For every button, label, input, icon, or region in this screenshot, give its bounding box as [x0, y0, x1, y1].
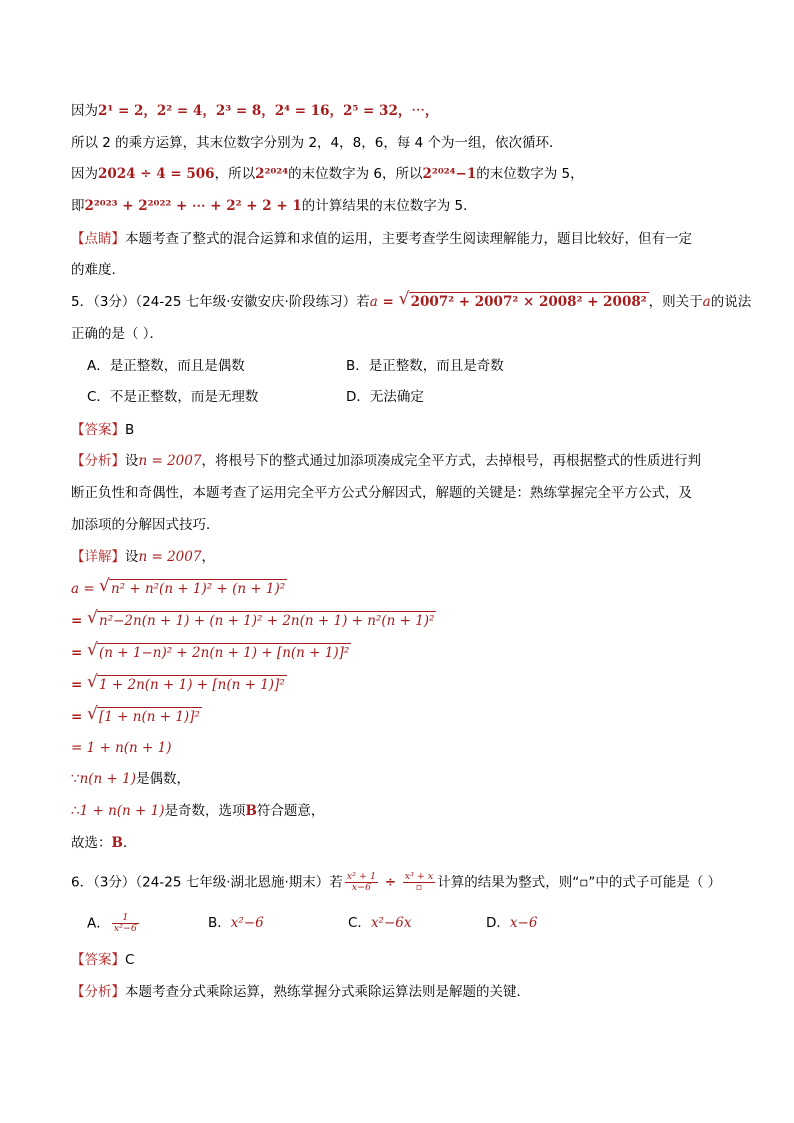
sqrt-expression: [87, 675, 287, 695]
sqrt-expression: [87, 611, 436, 631]
math-op: =: [71, 677, 88, 693]
math-expression: x²−6x: [370, 915, 412, 931]
text: 的末位数字为 6，所以: [288, 166, 423, 182]
option-c: C．不是正整数，而是无理数: [87, 389, 259, 405]
radicand: n² + n²(n + 1)² + (n + 1)²: [110, 581, 286, 597]
math-expression: 2²⁰²⁴: [255, 166, 289, 182]
math-expression: x−6: [509, 915, 538, 931]
text: 因为: [71, 103, 98, 119]
step-4: [71, 675, 287, 695]
math-var: a: [369, 294, 378, 310]
text: 故选：: [71, 835, 112, 851]
math-lhs: a =: [71, 581, 99, 597]
text: 计算的结果为整式，则“▫”中的式子可能是（ ）: [437, 874, 722, 891]
step-6: = 1 + n(n + 1): [71, 740, 172, 756]
fraction-denominator: x−6: [351, 882, 372, 893]
sqrt-expression: [87, 643, 351, 663]
text: 本题考查分式乘除运算，熟练掌握分式乘除运算法则是解题的关键．: [125, 984, 530, 1000]
because-symbol: ∵: [71, 771, 80, 787]
step-1: [71, 579, 287, 599]
text-line: 正确的是（ ）．: [71, 326, 164, 342]
sqrt-expression: [87, 707, 202, 727]
math-op: =: [377, 294, 399, 310]
text-line: [71, 101, 438, 121]
option-a: A．是正整数，而且是偶数: [87, 358, 245, 374]
math-expression: 2²⁰²³ + 2²⁰²² + ⋯ + 2² + 2 + 1: [84, 198, 302, 214]
option-b: [208, 913, 264, 933]
radicand: [1 + n(n + 1)]²: [99, 709, 200, 725]
text-line: 加添项的分解因式技巧．: [71, 517, 220, 533]
text: 符合题意，: [256, 803, 325, 819]
text-line: 所以 2 的乘方运算，其末位数字分别为 2，4，8，6，每 4 个为一组，依次循环．: [71, 135, 563, 151]
math-letter: B: [111, 835, 123, 851]
option-d: [486, 913, 537, 933]
dianjing-line: [71, 229, 692, 249]
answer-value: C: [125, 952, 135, 968]
option-c: [348, 913, 411, 933]
therefore-line: [71, 801, 324, 821]
fraction: [403, 872, 436, 893]
text: ，将根号下的整式通过加添项凑成完全平方式，去掉根号，再根据整式的性质进行判: [201, 453, 701, 469]
text: 是偶数，: [136, 771, 190, 787]
option-label: B．: [208, 915, 231, 931]
option-label: A．: [87, 915, 110, 932]
math-expression: x²−6: [230, 915, 264, 931]
text: 即: [71, 198, 85, 214]
analysis-tag: 【分析】: [71, 984, 125, 1000]
option-label: D．: [486, 915, 510, 931]
math-op: =: [71, 709, 88, 725]
sqrt-expression: [99, 579, 287, 599]
analysis-line: [71, 982, 530, 1002]
radicand: n²−2n(n + 1) + (n + 1)² + 2n(n + 1) + n²(n + 1)²: [99, 613, 435, 629]
radicand: 1 + 2n(n + 1) + [n(n + 1)]²: [99, 677, 285, 693]
text: 是奇数，选项: [164, 803, 246, 819]
detail-tag: 【详解】: [71, 549, 125, 565]
analysis-line: [71, 451, 701, 471]
detail-line: [71, 547, 215, 567]
question-5-stem: [71, 292, 751, 312]
radicand: 2007² + 2007² × 2008² + 2008²: [410, 294, 647, 310]
text: 5．（3分）（24-25 七年级·安徽安庆·阶段练习）若: [71, 294, 370, 310]
answer-tag: 【答案】: [71, 422, 125, 438]
text: ，则关于: [648, 294, 703, 310]
text: 本题考查了整式的混合运算和求值的运用，主要考查学生阅读理解能力，题目比较好，但有一定: [125, 231, 692, 247]
step-3: [71, 643, 351, 663]
math-expression: n = 2007: [138, 453, 202, 469]
option-b: B．是正整数，而且是奇数: [346, 358, 504, 374]
math-expression: 2¹ = 2，2² = 4，2³ = 8，2⁴ = 16，2⁵ = 32，⋯，: [98, 103, 439, 119]
text: ，: [201, 549, 215, 565]
answer-line: [71, 950, 134, 970]
analysis-tag: 【分析】: [71, 453, 125, 469]
text: ．: [122, 835, 137, 851]
fraction-numerator: 1: [112, 913, 139, 924]
text-line: [71, 196, 477, 216]
text: 的末位数字为 5，: [476, 166, 584, 182]
text-line: 断正负性和奇偶性，本题考查了运用完全平方公式分解因式，解题的关键是：熟练掌握完全平方公式，及: [71, 485, 692, 501]
math-expression: n = 2007: [138, 549, 202, 565]
math-op: =: [71, 645, 88, 661]
fraction-numerator: x² + 1: [346, 871, 376, 882]
math-letter: B: [245, 803, 257, 819]
text: 设: [125, 453, 139, 469]
math-expression: 2²⁰²⁴−1: [422, 166, 477, 182]
step-5: [71, 707, 202, 727]
question-6-stem: [71, 872, 721, 893]
step-2: [71, 611, 436, 631]
text: 设: [125, 549, 139, 565]
option-d: D．无法确定: [346, 389, 424, 405]
text-line: 的难度.: [71, 262, 116, 278]
text: 的计算结果的末位数字为 5．: [301, 198, 477, 214]
math-var: a: [702, 294, 711, 310]
because-line: [71, 769, 190, 789]
radicand: (n + 1−n)² + 2n(n + 1) + [n(n + 1)]²: [99, 645, 350, 661]
math-op: ÷: [380, 874, 401, 891]
fraction: [112, 913, 139, 934]
therefore-symbol: ∴: [71, 803, 80, 819]
text: 6．（3分）（24-25 七年级·湖北恩施·期末）若: [71, 874, 343, 891]
text: 的说法: [710, 294, 752, 310]
answer-tag: 【答案】: [71, 952, 125, 968]
text: 因为: [71, 166, 98, 182]
math-expression: 1 + n(n + 1): [79, 803, 165, 819]
answer-line: [71, 420, 134, 440]
option-a: [87, 913, 141, 934]
option-label: C．: [348, 915, 371, 931]
math-expression: n(n + 1): [79, 771, 136, 787]
fraction-numerator: x³ + x: [404, 871, 434, 882]
sqrt-expression: [399, 292, 649, 312]
answer-value: B: [125, 422, 135, 438]
math-expression: 2024 ÷ 4 = 506: [98, 166, 215, 182]
dianjing-tag: 【点睛】: [71, 231, 125, 247]
choose-line: [71, 833, 136, 853]
fraction: [345, 872, 378, 893]
fraction-denominator: ▫: [415, 882, 423, 893]
text-line: [71, 164, 584, 184]
fraction-denominator: x²−6: [113, 923, 137, 934]
text: ，所以: [214, 166, 256, 182]
math-op: =: [71, 613, 88, 629]
